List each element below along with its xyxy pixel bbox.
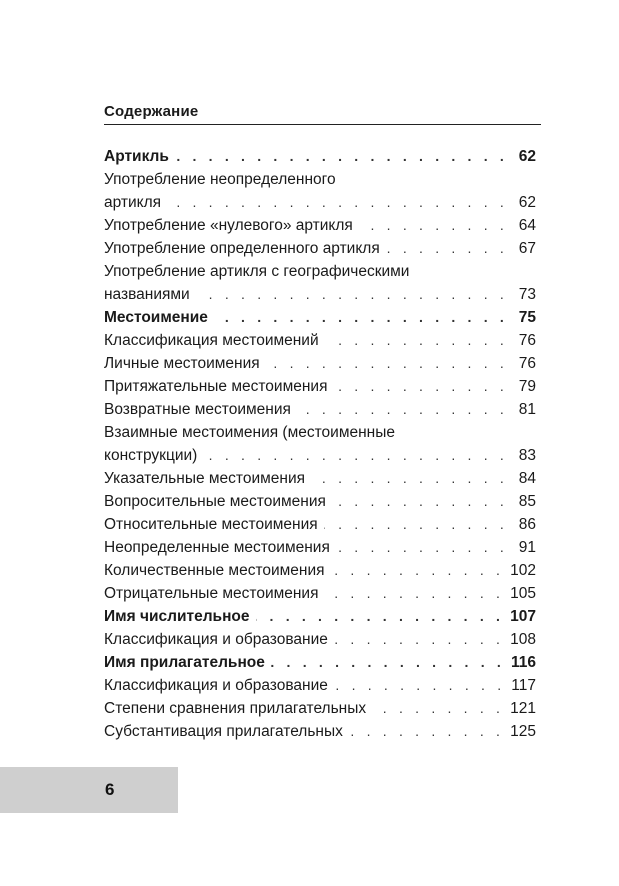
dot-leader [336,536,508,559]
toc-entry-page: 64 [518,217,536,234]
dot-leader [332,490,508,513]
toc-entry-page: 73 [518,286,536,303]
dot-leader [334,674,505,697]
toc-entry-title: Степени сравнения прилагательных [104,700,367,717]
toc-entry-page: 117 [511,677,536,694]
toc-entry-page: 76 [518,332,536,349]
toc-entry-page: 86 [518,516,536,533]
toc-entry-page: 85 [518,493,536,510]
toc-entry-title: артикля [104,194,162,211]
dot-leader [196,283,508,306]
dot-leader [311,467,508,490]
dot-leader [334,628,504,651]
toc-entry-opr-artikl [104,237,536,260]
toc-entry-title: Неопределенные местоимения [104,539,330,556]
toc-entry-geo-artikl-line-2 [104,283,536,306]
toc-entry-page: 83 [518,447,536,464]
toc-entry-prityazh [104,375,536,398]
toc-entry-title: Употребление неопределенного [104,171,336,188]
toc-entry-title: Имя прилагательное [104,654,265,671]
dot-leader [203,444,508,467]
toc-entry-page: 91 [518,539,536,556]
toc-entry-geo-artikl-line-1 [104,260,536,283]
dot-leader [271,651,505,674]
dot-leader [266,352,508,375]
toc-entry-klass-mest [104,329,536,352]
toc-entry-klass-chisl [104,628,536,651]
toc-entry-title: Взаимные местоимения (местоименные [104,424,395,441]
dot-leader [297,398,508,421]
toc-entry-otricatelnye [104,582,536,605]
toc-entry-neopr-artikl-line-1 [104,168,536,191]
dot-leader [372,697,504,720]
toc-entry-title: Употребление артикля с географическими [104,263,410,280]
toc-entry-title: Относительные местоимения [104,516,318,533]
dot-leader [256,605,505,628]
toc-entry-prilagatelnoe [104,651,536,674]
toc-heading: Содержание [104,103,541,125]
toc-entry-title: Личные местоимения [104,355,260,372]
toc-entry-title: Употребление «нулевого» артикля [104,217,353,234]
toc-entry-substantivaciya [104,720,536,743]
toc-entry-page: 75 [518,309,536,326]
toc-entry-page: 62 [518,194,536,211]
toc-entry-title: Указательные местоимения [104,470,306,487]
page-number: 6 [105,780,115,799]
toc-entry-page: 79 [518,378,536,395]
toc-entry-title: Классификация местоимений [104,332,319,349]
toc-entry-title: Вопросительные местоимения [104,493,326,510]
toc-entry-title: Отрицательные местоимения [104,585,319,602]
toc-entry-title: Классификация и образование [104,631,328,648]
toc-entry-otnositelnye [104,513,536,536]
toc-entry-voprositelnye [104,490,536,513]
toc-entry-neopr-artikl-line-2 [104,191,536,214]
toc-entry-page: 107 [510,608,536,625]
toc-entry-page: 125 [510,723,536,740]
toc-entry-page: 81 [518,401,536,418]
toc-entry-title: Возвратные местоимения [104,401,291,418]
toc-entry-title: названиями [104,286,190,303]
toc-entry-lichnye [104,352,536,375]
toc-entry-stepeni [104,697,536,720]
toc-entry-mestoimenie [104,306,536,329]
toc-entry-page: 84 [518,470,536,487]
toc-entry-title: Имя числительное [104,608,250,625]
dot-leader [333,375,508,398]
toc-entry-title: Артикль [104,148,169,165]
toc-entry-page: 62 [518,148,536,165]
toc-entry-artikl [104,145,536,168]
toc-entry-page: 67 [518,240,536,257]
table-of-contents [104,145,536,743]
toc-entry-title: Количественные местоимения [104,562,325,579]
toc-entry-neopredelennye [104,536,536,559]
dot-leader [167,191,508,214]
toc-entry-title: Употребление определенного артикля [104,240,380,257]
toc-entry-page: 76 [518,355,536,372]
toc-entry-title: Классификация и образование [104,677,328,694]
toc-entry-chislitelnoe [104,605,536,628]
dot-leader [331,559,505,582]
dot-leader [325,582,505,605]
toc-entry-vzaimnye-line-2 [104,444,536,467]
toc-entry-page: 108 [510,631,536,648]
toc-entry-title: Субстантивация прилагательных [104,723,343,740]
toc-entry-kolichestvennye [104,559,536,582]
toc-entry-page: 121 [510,700,536,717]
toc-entry-nulevoy-artikl [104,214,536,237]
toc-entry-title: Местоимение [104,309,208,326]
dot-leader [324,513,508,536]
dot-leader [214,306,508,329]
dot-leader [325,329,508,352]
toc-entry-page: 105 [510,585,536,602]
toc-entry-vozvratnye [104,398,536,421]
toc-entry-title: конструкции) [104,447,198,464]
dot-leader [175,145,508,168]
toc-entry-page: 102 [510,562,536,579]
page-number-box [0,767,178,813]
dot-leader [349,720,504,743]
dot-leader [386,237,508,260]
toc-entry-page: 116 [510,654,536,671]
toc-entry-title: Притяжательные местоимения [104,378,328,395]
toc-entry-klass-pril [104,674,536,697]
toc-entry-vzaimnye-line-1 [104,421,536,444]
toc-entry-ukazatelnye [104,467,536,490]
dot-leader [359,214,508,237]
